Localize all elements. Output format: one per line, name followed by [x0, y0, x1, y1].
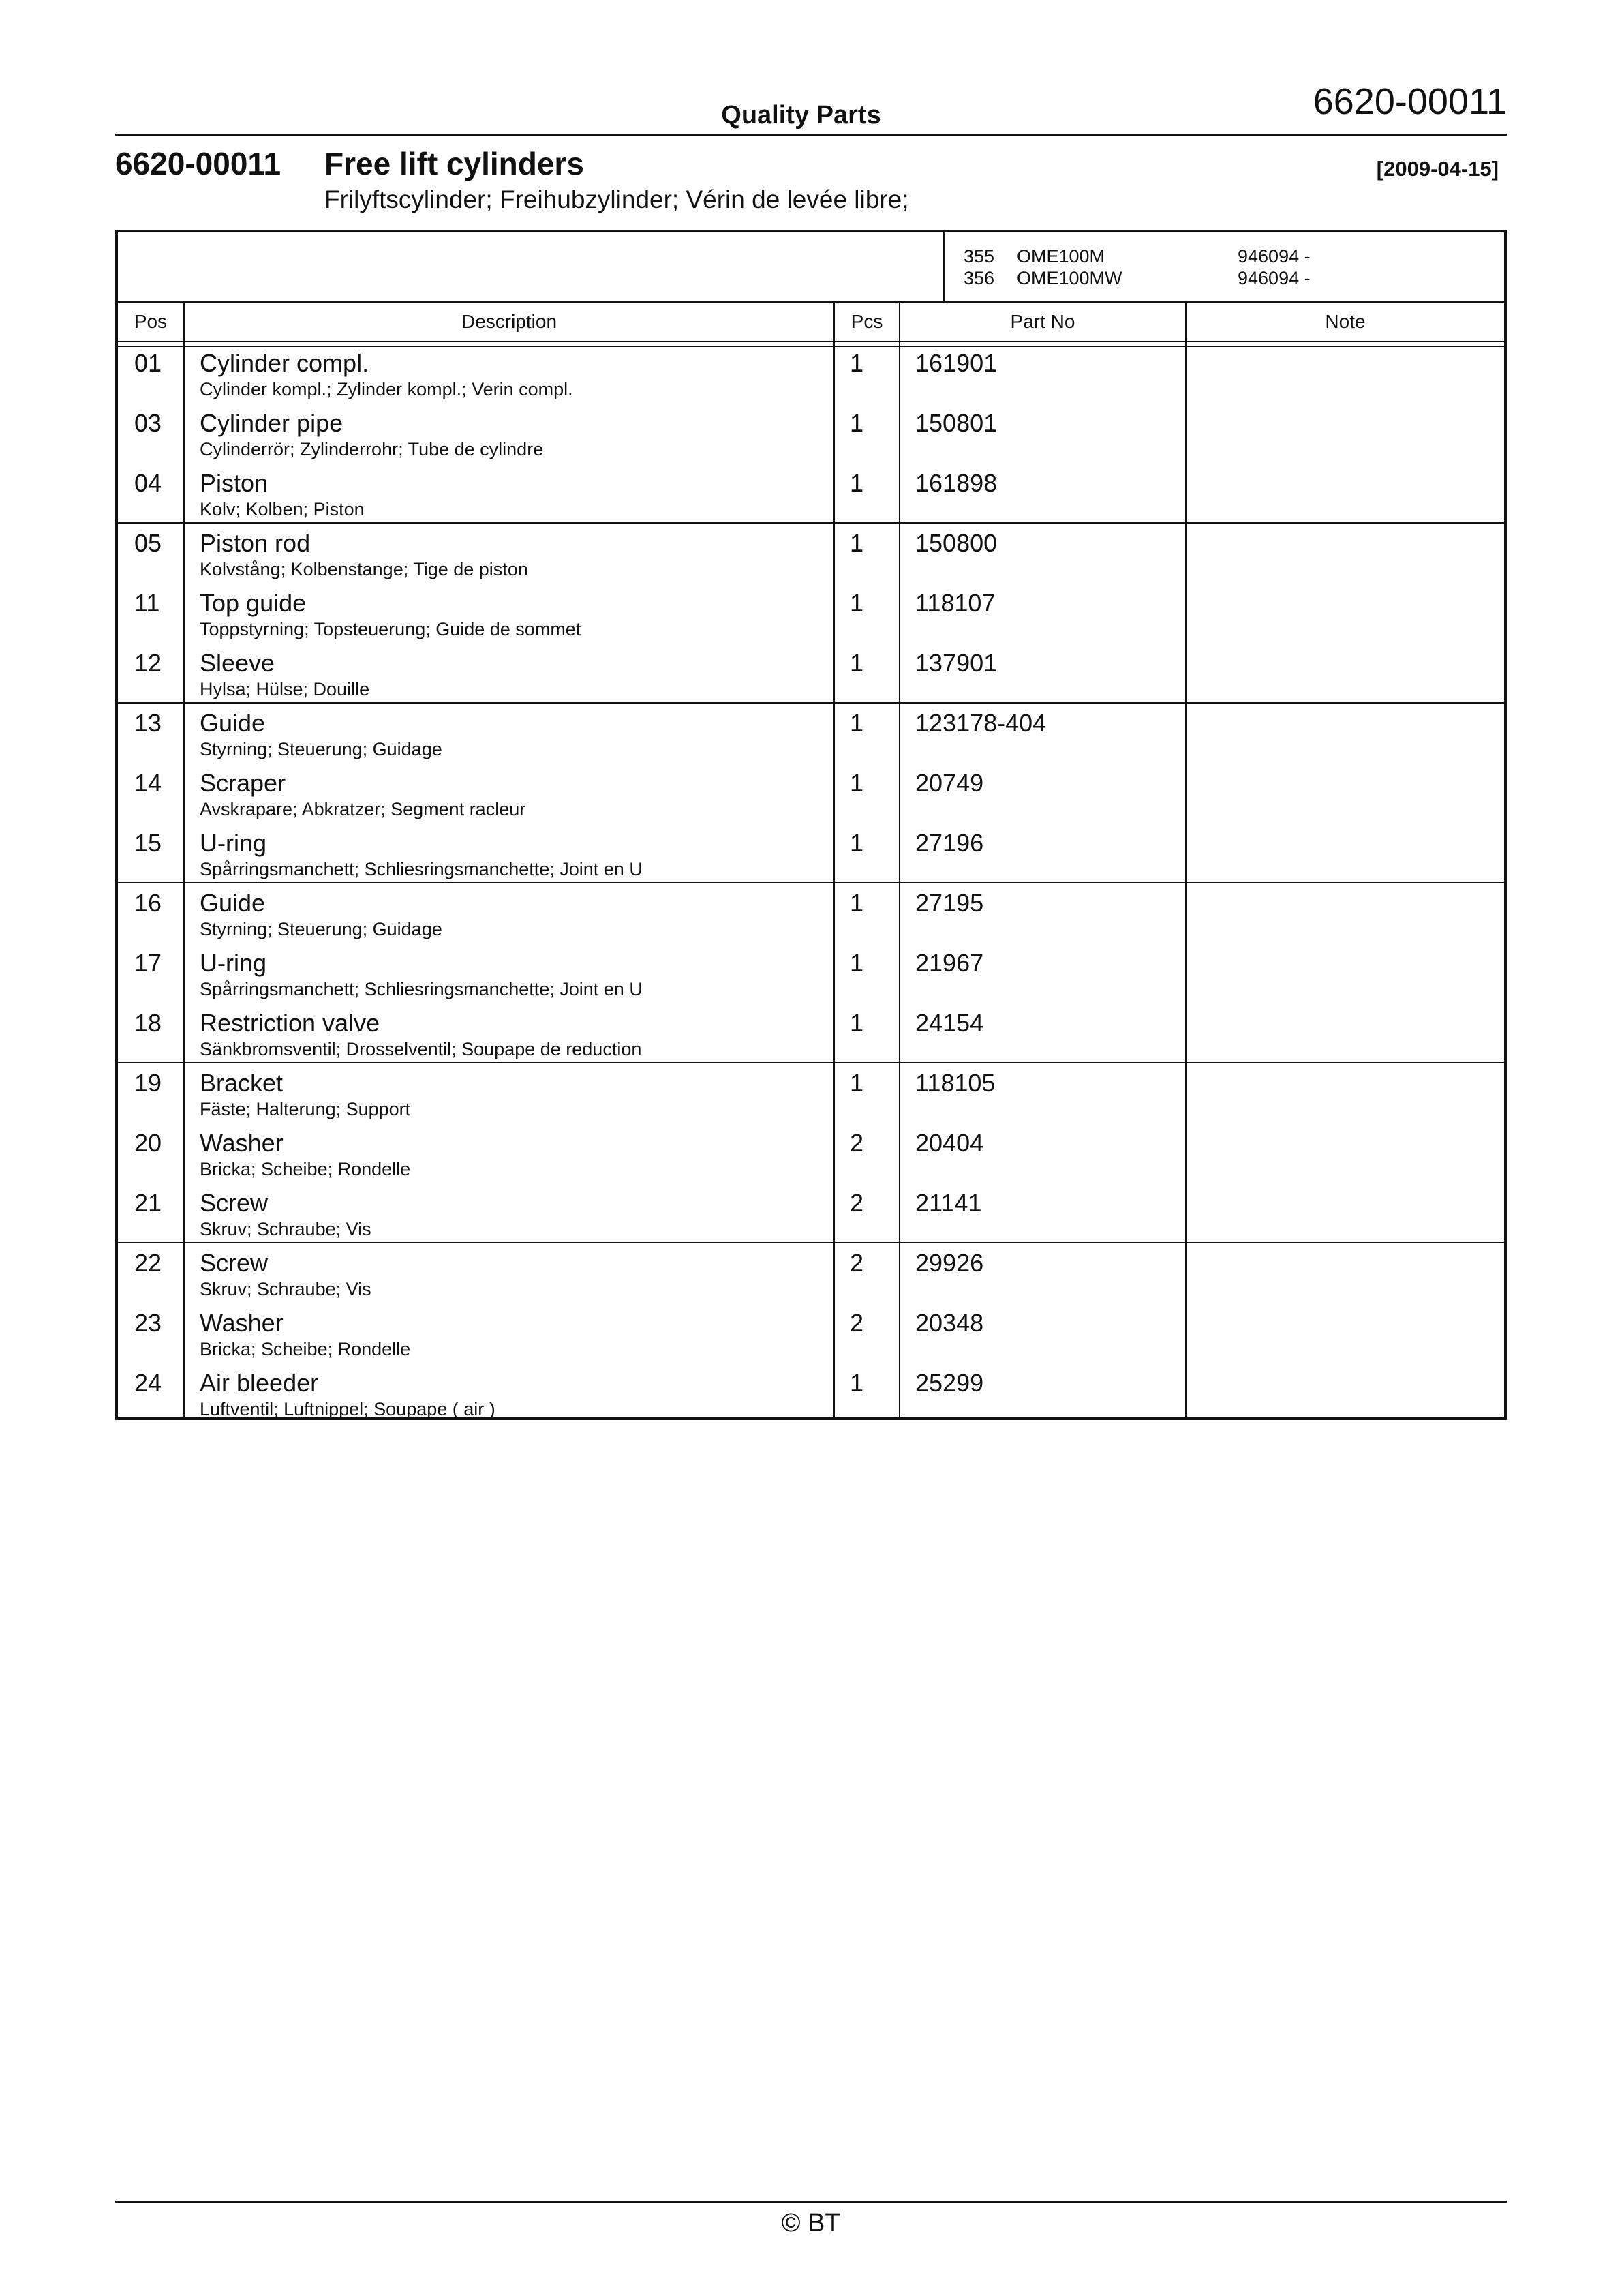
- row-pcs: 1: [850, 589, 864, 617]
- row-name: Piston: [200, 469, 269, 497]
- row-pos: 17: [134, 949, 162, 977]
- table-row: [118, 402, 1504, 462]
- table-row: [118, 1062, 1504, 1122]
- table-row: [118, 702, 1504, 762]
- row-translation: Toppstyrning; Topsteuerung; Guide de sommet: [200, 619, 581, 639]
- row-translation: Spårringsmanchett; Schliesringsmanchette; Joint en U: [200, 979, 643, 999]
- row-part-no: 27196: [915, 829, 984, 857]
- footer-divider: [115, 2201, 1507, 2203]
- row-name: Top guide: [200, 589, 307, 617]
- row-part-no: 24154: [915, 1009, 984, 1037]
- row-part-no: 21141: [915, 1189, 982, 1217]
- row-pcs: 1: [850, 1009, 864, 1037]
- footer-copyright: © BT: [781, 2209, 841, 2237]
- row-translation: Kolv; Kolben; Piston: [200, 499, 365, 519]
- model-number: 355: [964, 246, 995, 267]
- row-pcs: 2: [850, 1189, 864, 1217]
- row-pos: 23: [134, 1309, 162, 1337]
- parts-table: [115, 230, 1507, 1420]
- row-pcs: 1: [850, 349, 864, 377]
- model-serial: 946094 -: [1238, 246, 1311, 267]
- row-pos: 20: [134, 1129, 162, 1157]
- row-part-no: 20404: [915, 1129, 984, 1157]
- row-translation: Cylinder kompl.; Zylinder kompl.; Verin compl.: [200, 379, 573, 399]
- row-translation: Cylinderrör; Zylinderrohr; Tube de cylindre: [200, 439, 544, 459]
- row-pos: 19: [134, 1069, 162, 1097]
- header-divider: [115, 134, 1507, 136]
- row-pcs: 2: [850, 1249, 864, 1277]
- row-name: Bracket: [200, 1069, 284, 1097]
- row-name: Restriction valve: [200, 1009, 380, 1037]
- table-row: [118, 1002, 1504, 1062]
- row-translation: Spårringsmanchett; Schliesringsmanchette; Joint en U: [200, 859, 643, 879]
- row-pcs: 1: [850, 1369, 864, 1397]
- row-name: Guide: [200, 709, 266, 737]
- row-pcs: 1: [850, 889, 864, 917]
- row-translation: Skruv; Schraube; Vis: [200, 1279, 371, 1299]
- title-subtitle: Frilyftscylinder; Freihubzylinder; Vérin de levée libre;: [324, 185, 909, 213]
- model-serial: 946094 -: [1238, 268, 1311, 288]
- row-pos: 14: [134, 769, 162, 797]
- column-headers: [118, 303, 1504, 341]
- table-row: [118, 942, 1504, 1002]
- model-box: [943, 232, 1505, 302]
- row-pcs: 1: [850, 709, 864, 737]
- row-translation: Fäste; Halterung; Support: [200, 1099, 411, 1119]
- row-pos: 24: [134, 1369, 162, 1397]
- col-pcs-header: Pcs: [851, 311, 883, 332]
- row-pos: 11: [134, 589, 160, 617]
- row-pos: 16: [134, 889, 162, 917]
- title-name: Free lift cylinders: [324, 146, 584, 181]
- row-translation: Styrning; Steuerung; Guidage: [200, 739, 442, 759]
- table-row: [118, 642, 1504, 702]
- row-translation: Luftventil; Luftnippel; Soupape ( air ): [200, 1399, 495, 1419]
- row-name: Piston rod: [200, 529, 311, 557]
- row-name: Washer: [200, 1129, 284, 1157]
- row-pcs: 1: [850, 829, 864, 857]
- row-pos: 15: [134, 829, 162, 857]
- row-part-no: 118107: [915, 589, 996, 617]
- model-name: OME100MW: [1017, 268, 1122, 288]
- col-partno-header: Part No: [1010, 311, 1075, 332]
- row-part-no: 20348: [915, 1309, 984, 1337]
- row-translation: Sänkbromsventil; Drosselventil; Soupape de reduction: [200, 1039, 642, 1059]
- row-pos: 01: [134, 349, 162, 377]
- row-pos: 18: [134, 1009, 162, 1037]
- col-note-header: Note: [1325, 311, 1366, 332]
- row-name: Scraper: [200, 769, 286, 797]
- row-part-no: 150800: [915, 529, 998, 557]
- table-row: [118, 1182, 1504, 1242]
- row-pos: 22: [134, 1249, 162, 1277]
- table-row: [118, 522, 1504, 582]
- table-row: [118, 1122, 1504, 1182]
- table-row: [118, 882, 1504, 942]
- row-translation: Bricka; Scheibe; Rondelle: [200, 1159, 411, 1179]
- row-pcs: 1: [850, 469, 864, 497]
- row-name: Screw: [200, 1189, 269, 1217]
- row-pcs: 1: [850, 409, 864, 437]
- row-pos: 05: [134, 529, 162, 557]
- row-translation: Hylsa; Hülse; Douille: [200, 679, 370, 699]
- row-name: Cylinder compl.: [200, 349, 369, 377]
- row-part-no: 150801: [915, 409, 998, 437]
- row-pos: 13: [134, 709, 162, 737]
- row-part-no: 118105: [915, 1069, 996, 1097]
- row-name: Cylinder pipe: [200, 409, 343, 437]
- row-pos: 03: [134, 409, 162, 437]
- row-name: Guide: [200, 889, 266, 917]
- row-translation: Bricka; Scheibe; Rondelle: [200, 1339, 411, 1359]
- title-code: 6620-00011: [115, 146, 281, 181]
- header-code: 6620-00011: [1313, 81, 1507, 122]
- row-name: U-ring: [200, 829, 267, 857]
- row-translation: Styrning; Steuerung; Guidage: [200, 919, 442, 939]
- row-pcs: 2: [850, 1309, 864, 1337]
- row-translation: Skruv; Schraube; Vis: [200, 1219, 371, 1239]
- table-row: [118, 762, 1504, 822]
- row-part-no: 137901: [915, 649, 998, 677]
- row-part-no: 29926: [915, 1249, 984, 1277]
- table-row: [118, 342, 1504, 402]
- row-name: Screw: [200, 1249, 269, 1277]
- row-name: U-ring: [200, 949, 267, 977]
- row-pcs: 1: [850, 769, 864, 797]
- row-part-no: 27195: [915, 889, 984, 917]
- title-date: [2009-04-15]: [1376, 157, 1499, 181]
- row-part-no: 123178-404: [915, 709, 1047, 737]
- table-row: [118, 582, 1504, 642]
- row-name: Air bleeder: [200, 1369, 319, 1397]
- row-translation: Kolvstång; Kolbenstange; Tige de piston: [200, 559, 528, 579]
- table-row: [118, 1242, 1504, 1302]
- row-translation: Avskrapare; Abkratzer; Segment racleur: [200, 799, 526, 819]
- table-row: [118, 1302, 1504, 1362]
- table-row: [118, 822, 1504, 882]
- model-name: OME100M: [1017, 246, 1105, 267]
- row-part-no: 161898: [915, 469, 998, 497]
- row-pos: 21: [134, 1189, 162, 1217]
- model-number: 356: [964, 268, 995, 288]
- row-pcs: 1: [850, 1069, 864, 1097]
- row-part-no: 20749: [915, 769, 984, 797]
- row-name: Washer: [200, 1309, 284, 1337]
- row-part-no: 21967: [915, 949, 984, 977]
- row-pos: 12: [134, 649, 162, 677]
- row-pcs: 1: [850, 529, 864, 557]
- row-part-no: 161901: [915, 349, 998, 377]
- col-pos-header: Pos: [134, 311, 168, 332]
- row-pcs: 1: [850, 949, 864, 977]
- row-part-no: 25299: [915, 1369, 984, 1397]
- table-row: [118, 1362, 1504, 1422]
- col-description-header: Description: [461, 311, 557, 332]
- row-pcs: 2: [850, 1129, 864, 1157]
- row-pos: 04: [134, 469, 162, 497]
- table-row: [118, 462, 1504, 522]
- header-title: Quality Parts: [721, 101, 881, 130]
- row-pcs: 1: [850, 649, 864, 677]
- row-name: Sleeve: [200, 649, 275, 677]
